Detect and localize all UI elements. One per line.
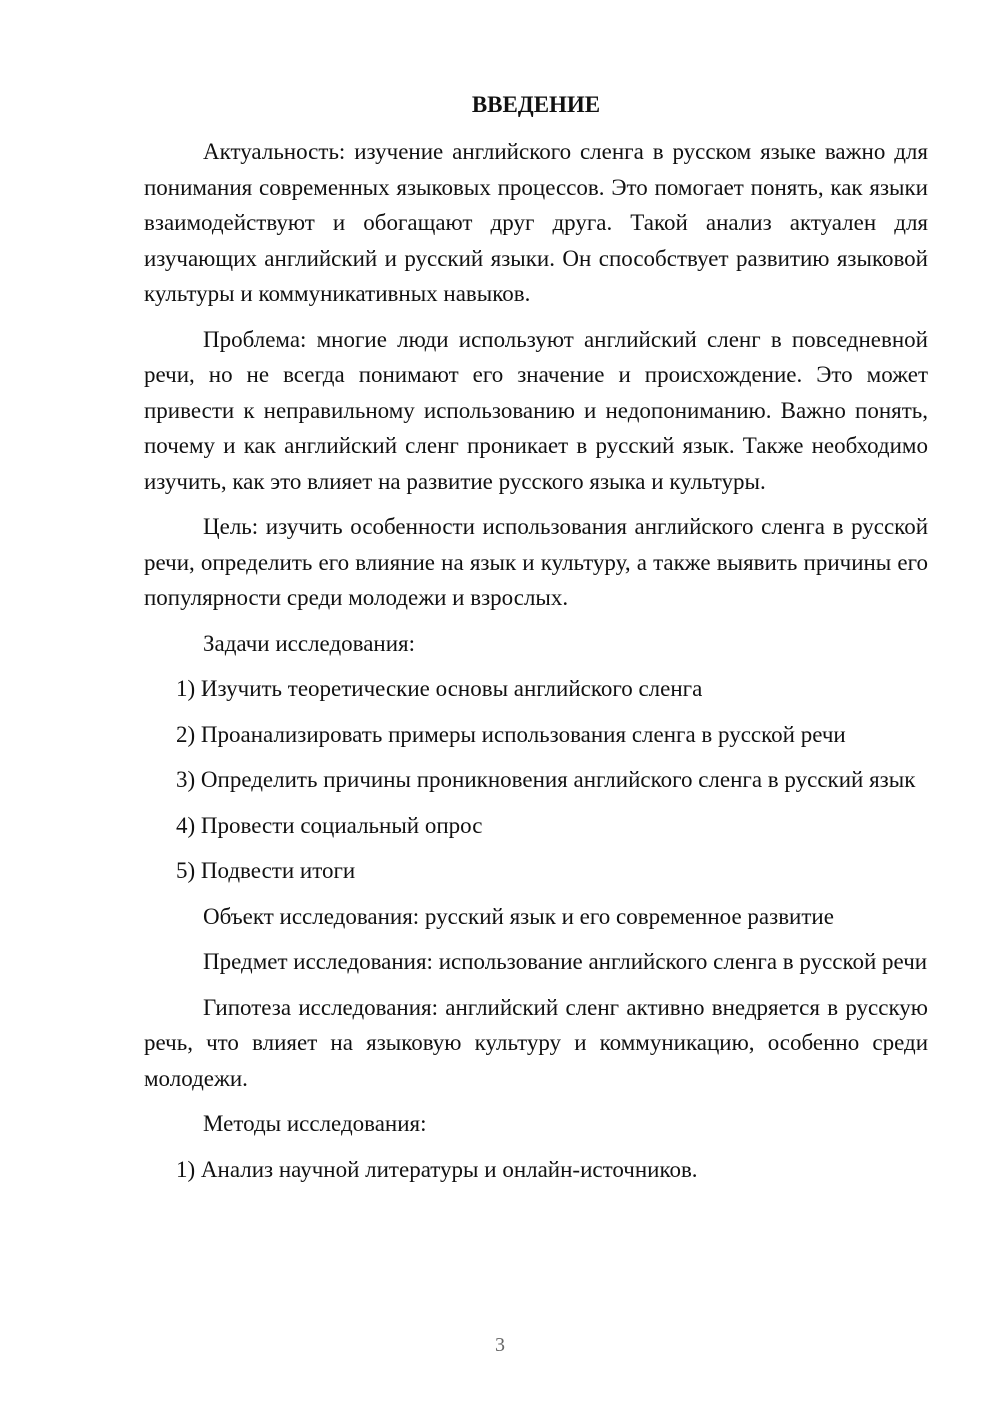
list-item: 1) Изучить теоретические основы английского сленга	[176, 676, 703, 701]
list-item: 5) Подвести итоги	[176, 858, 356, 883]
paragraph-goal: Цель: изучить особенности использования английского сленга в русской речи, определить его влияние на язык и культуру, а также выявить причины его популярности среди молодежи и взрослых.	[144, 514, 928, 610]
list-item: 1) Анализ научной литературы и онлайн-источников.	[176, 1156, 698, 1182]
paragraph-object: Объект исследования: русский язык и его современное развитие	[203, 903, 834, 929]
paragraph-subject: Предмет исследования: использование английского сленга в русской речи	[203, 949, 928, 974]
list-item: 3) Определить причины проникновения английского сленга в русский язык	[176, 767, 916, 792]
paragraph-methods-heading: Методы исследования:	[203, 1111, 427, 1136]
paragraph-problem: Проблема: многие люди используют английский сленг в повседневной речи, но не всегда понимают его значение и происхождение. Это может привести к неправильному использованию и недопониманию. Важно понять, почему и как английский сленг проникает в русский язык. Также необходимо изучить, как это влияет на развитие русского языка и культуры.	[144, 326, 928, 494]
document-page	[144, 90, 928, 1197]
section-title: ВВЕДЕНИЕ	[471, 92, 601, 117]
list-item: 4) Провести социальный опрос	[176, 812, 483, 838]
paragraph-hypothesis: Гипотеза исследования: английский сленг активно внедряется в русскую речь, что влияет на языковую культуру и коммуникацию, особенно среди молодежи.	[144, 994, 928, 1091]
paragraph-relevance: Актуальность: изучение английского сленга в русском языке важно для понимания современных языковых процессов. Это помогает понять, как языки взаимодействуют и обогащают друг друга. Такой анализ актуален для изучающих английский и русский языки. Он способствует развитию языковой культуры и коммуникативных навыков.	[144, 139, 928, 306]
page-number: 3	[495, 1334, 505, 1356]
paragraph-tasks-heading: Задачи исследования:	[203, 630, 416, 656]
list-item: 2) Проанализировать примеры использования сленга в русской речи	[176, 721, 846, 747]
